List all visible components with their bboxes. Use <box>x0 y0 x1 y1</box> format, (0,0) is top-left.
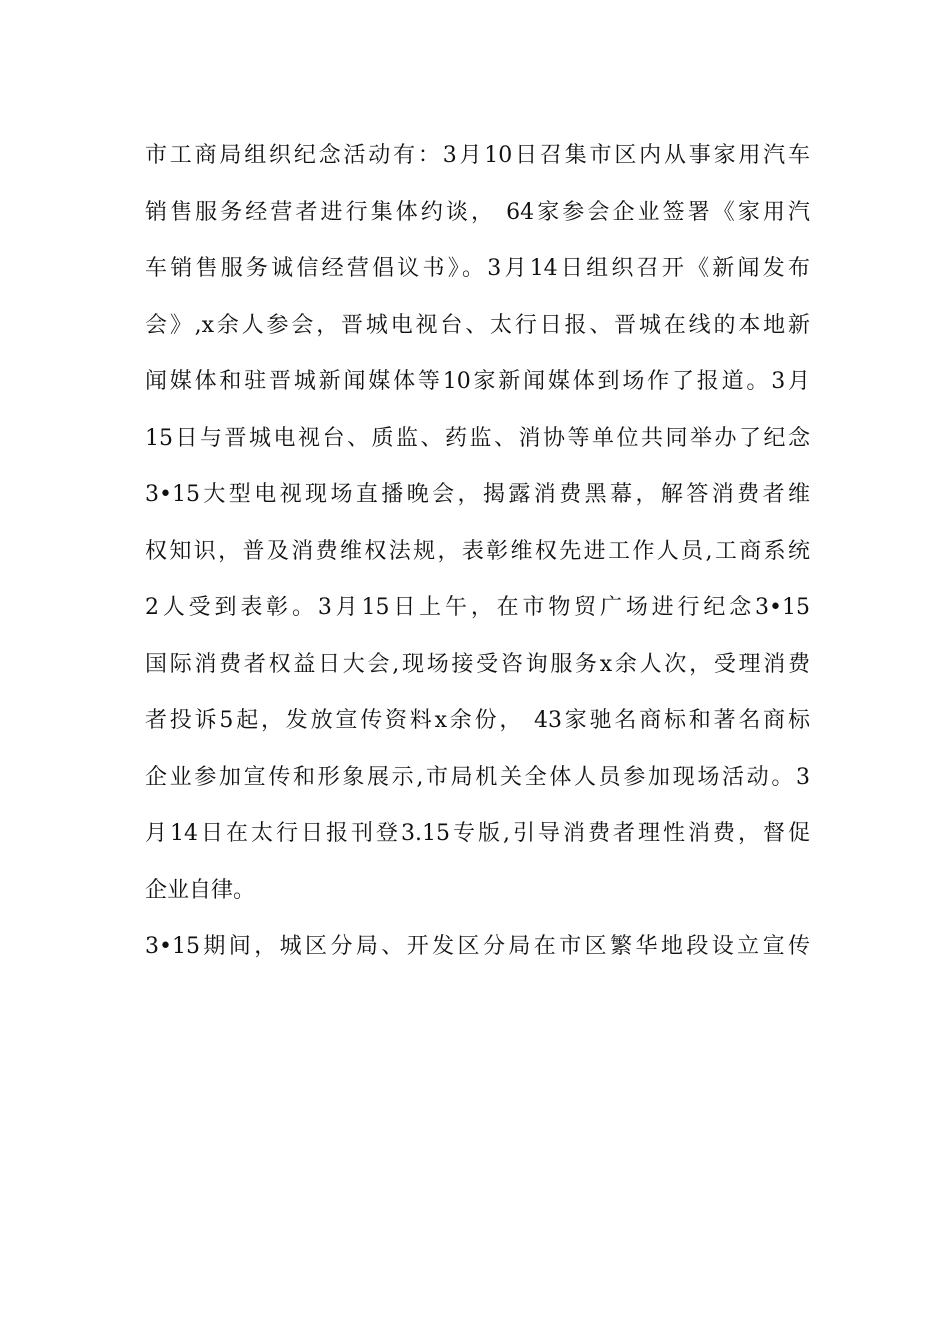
text-line: 闻媒体和驻晋城新闻媒体等10家新闻媒体到场作了报道。3月 <box>145 369 810 394</box>
text-line: 3•15大型电视现场直播晚会，揭露消费黑幕，解答消费者维 <box>145 482 810 507</box>
paragraph-2 <box>145 919 810 976</box>
text-line: 2人受到表彰。3月15日上午，在市物贸广场进行纪念3•15 <box>145 595 810 620</box>
text-line: 者投诉5起，发放宣传资料x余份， 43家驰名商标和著名商标 <box>145 708 810 733</box>
text-line: 会》,x余人参会，晋城电视台、太行日报、晋城在线的本地新 <box>145 312 810 338</box>
text-line: 国际消费者权益日大会,现场接受咨询服务x余人次，受理消费 <box>145 651 810 677</box>
text-line: 权知识，普及消费维权法规，表彰维权先进工作人员,工商系统 <box>145 538 810 564</box>
text-line: 3•15期间，城区分局、开发区分局在市区繁华地段设立宣传 <box>145 934 810 959</box>
text-line: 企业参加宣传和形象展示,市局机关全体人员参加现场活动。3 <box>145 764 810 790</box>
document-body <box>145 128 810 976</box>
text-line: 企业自律。 <box>145 877 256 903</box>
text-line: 月14日在太行日报刊登3.15专版,引导消费者理性消费，督促 <box>145 821 810 846</box>
text-line: 车销售服务诚信经营倡议书》。3月14日组织召开《新闻发布 <box>145 256 810 281</box>
text-line: 市工商局组织纪念活动有：3月10日召集市区内从事家用汽车 <box>145 143 810 168</box>
text-line: 15日与晋城电视台、质监、药监、消协等单位共同举办了纪念 <box>145 425 810 451</box>
paragraph-1 <box>145 128 810 919</box>
text-line: 销售服务经营者进行集体约谈， 64家参会企业签署《家用汽 <box>145 199 810 225</box>
